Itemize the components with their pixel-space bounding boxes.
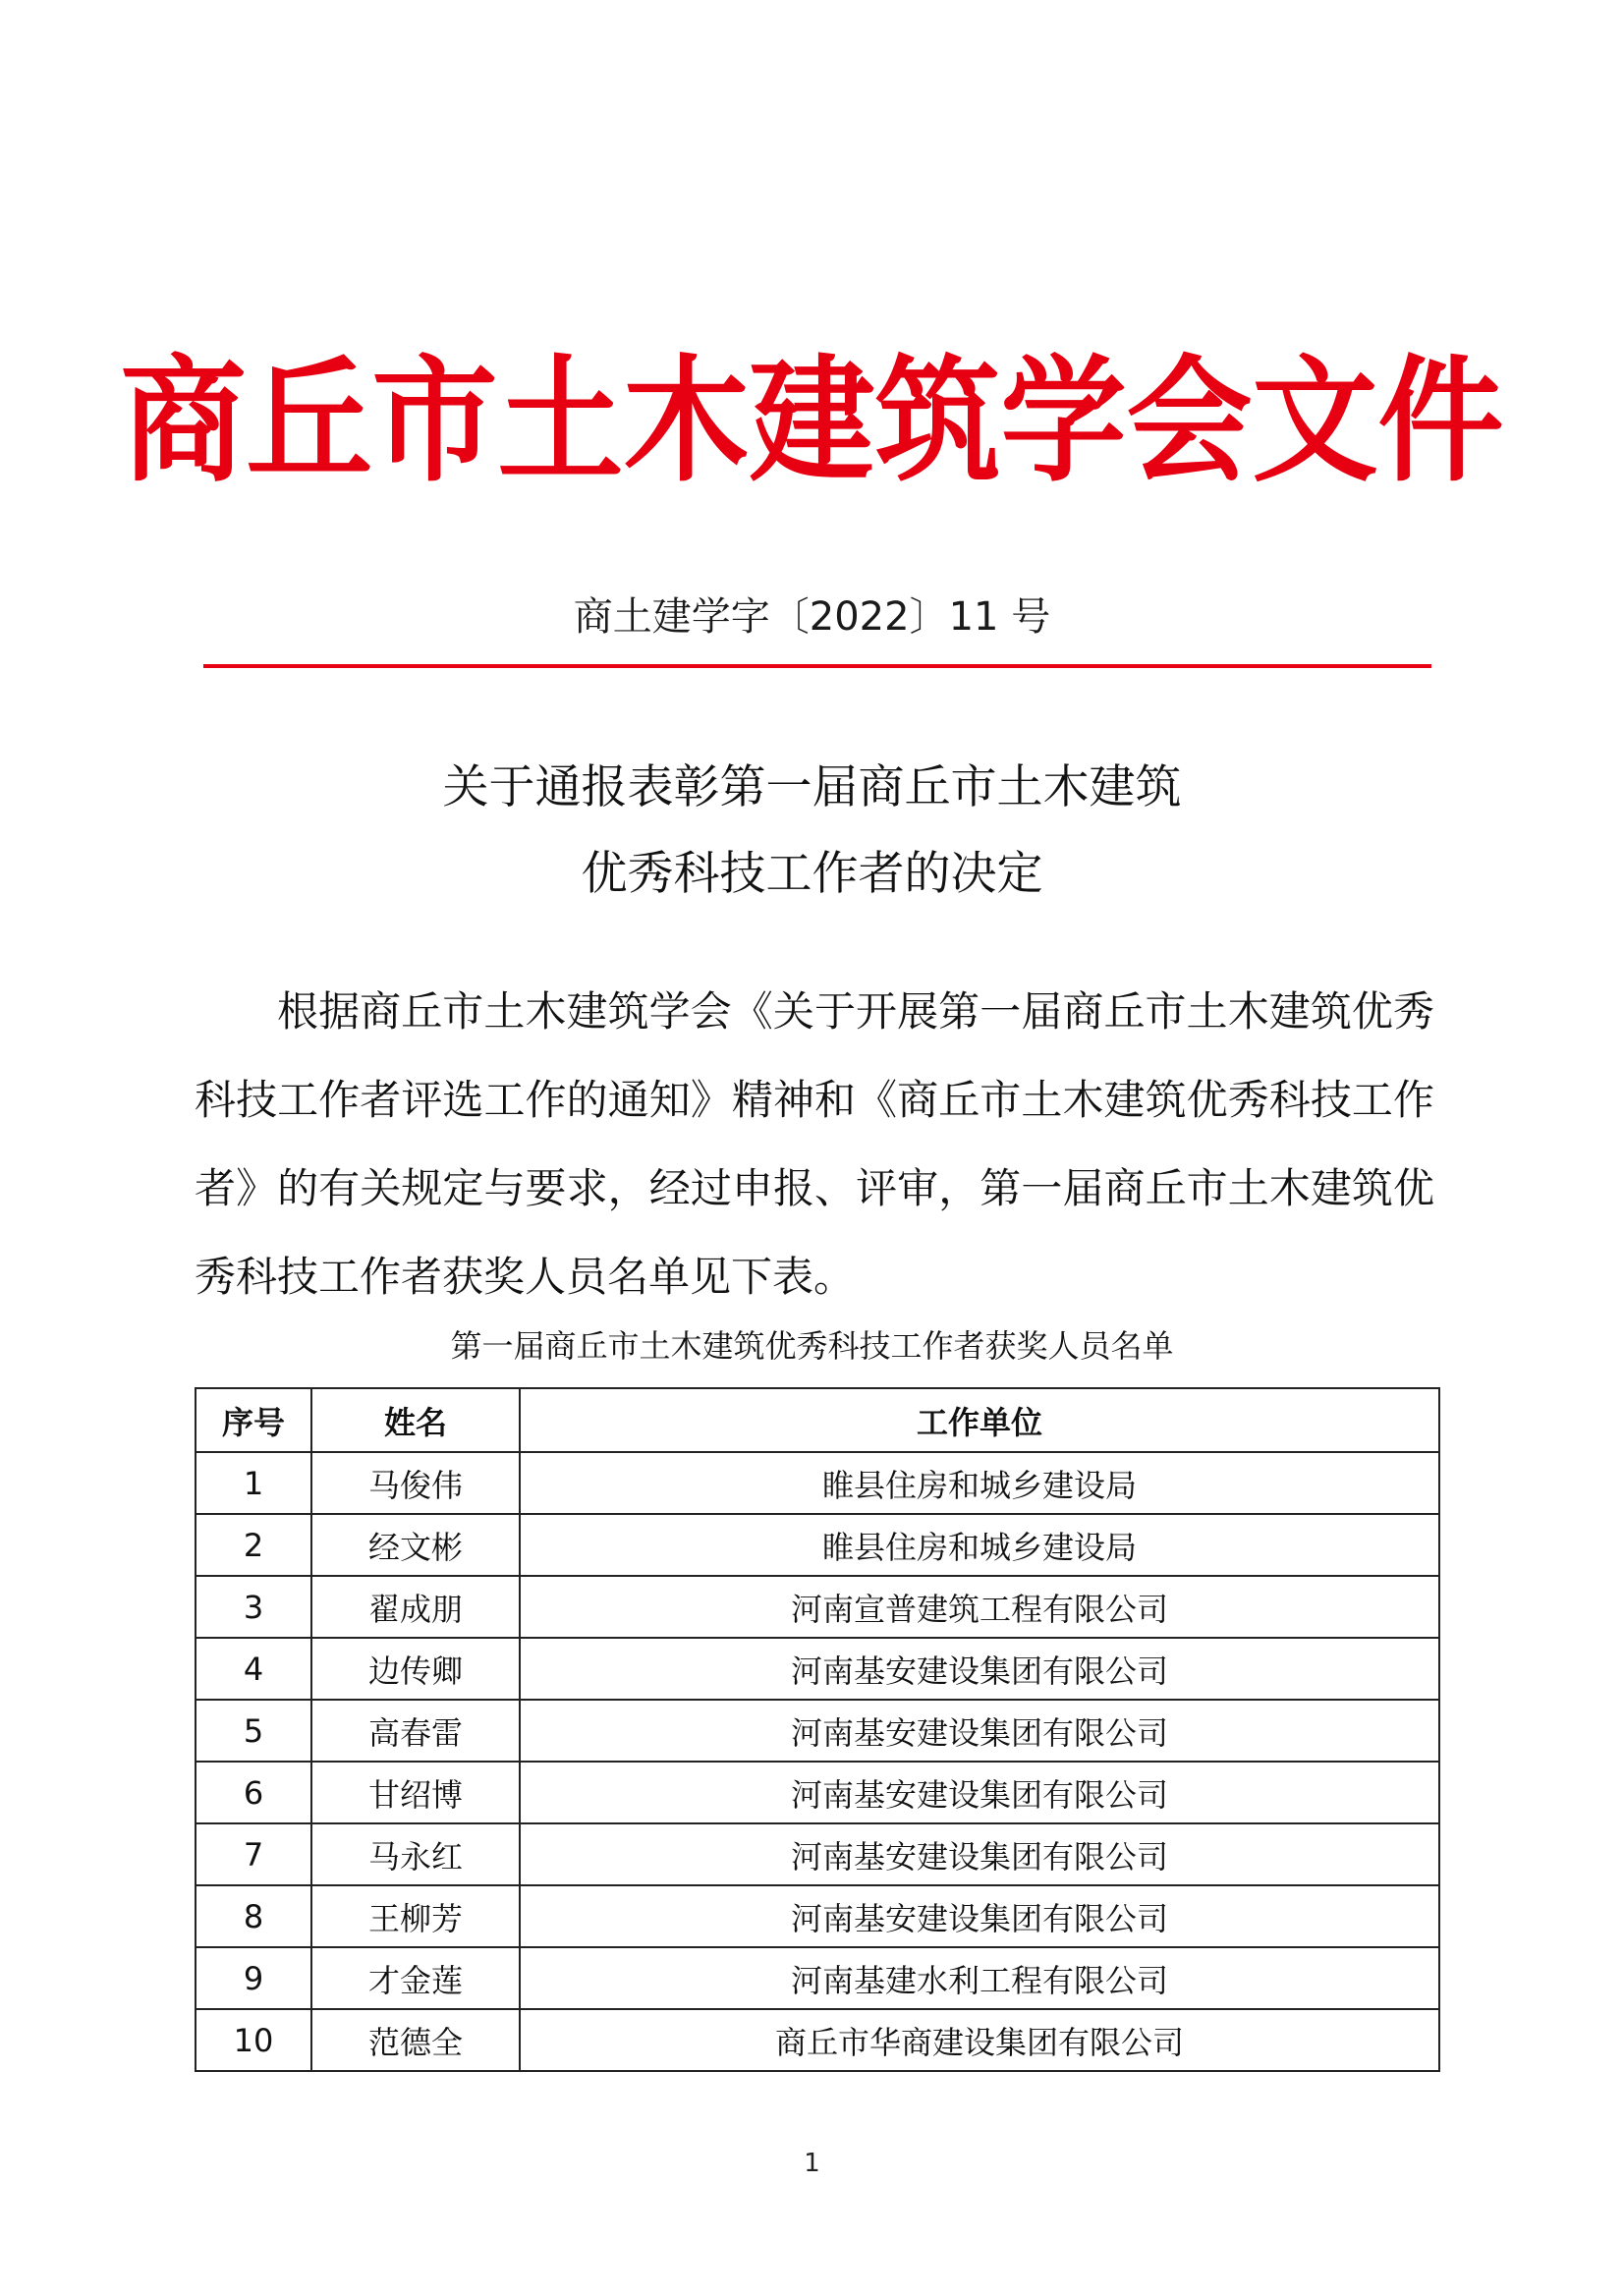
- table-row: [196, 2009, 1439, 2071]
- table-header-row: [196, 1388, 1439, 1452]
- cell-serial-number: 6: [196, 1762, 311, 1823]
- header-work-unit: 工作单位: [520, 1388, 1439, 1452]
- cell-work-unit: 睢县住房和城乡建设局: [520, 1452, 1439, 1514]
- cell-serial-number: 10: [196, 2009, 311, 2071]
- body-paragraph: 根据商丘市土木建筑学会《关于开展第一届商丘市土木建筑优秀科技工作者评选工作的通知》精神和《商丘市土木建筑优秀科技工作者》的有关规定与要求，经过申报、评审，第一届商丘市土木建筑优秀科技工作者获奖人员名单见下表。: [195, 987, 1434, 1301]
- cell-work-unit: 睢县住房和城乡建设局: [520, 1514, 1439, 1576]
- table-row: [196, 1514, 1439, 1576]
- cell-serial-number: 5: [196, 1700, 311, 1762]
- cell-serial-number: 3: [196, 1576, 311, 1638]
- cell-work-unit: 河南基安建设集团有限公司: [520, 1762, 1439, 1823]
- header-name: 姓名: [311, 1388, 520, 1452]
- cell-name: 马永红: [311, 1823, 520, 1885]
- cell-serial-number: 2: [196, 1514, 311, 1576]
- header-serial-number: 序号: [196, 1388, 311, 1452]
- table-caption: 第一届商丘市土木建筑优秀科技工作者获奖人员名单: [450, 1327, 1174, 1365]
- cell-serial-number: 7: [196, 1823, 311, 1885]
- cell-name: 边传卿: [311, 1638, 520, 1700]
- cell-work-unit: 河南基安建设集团有限公司: [520, 1700, 1439, 1762]
- cell-name: 经文彬: [311, 1514, 520, 1576]
- cell-serial-number: 4: [196, 1638, 311, 1700]
- table-row: [196, 1947, 1439, 2009]
- cell-work-unit: 河南基安建设集团有限公司: [520, 1823, 1439, 1885]
- document-number: 商土建学字〔2022〕11 号: [573, 594, 1051, 640]
- cell-serial-number: 9: [196, 1947, 311, 2009]
- red-divider-line: [203, 664, 1431, 668]
- table-row: [196, 1885, 1439, 1947]
- table-row: [196, 1700, 1439, 1762]
- document-title-line-2: 优秀科技工作者的决定: [581, 847, 1043, 901]
- table-row: [196, 1452, 1439, 1514]
- cell-work-unit: 河南宣普建筑工程有限公司: [520, 1576, 1439, 1638]
- table-row: [196, 1762, 1439, 1823]
- masthead-title: 商丘市土木建筑学会文件: [120, 343, 1504, 501]
- cell-work-unit: 河南基安建设集团有限公司: [520, 1885, 1439, 1947]
- cell-work-unit: 河南基建水利工程有限公司: [520, 1947, 1439, 2009]
- cell-serial-number: 1: [196, 1452, 311, 1514]
- page-number: 1: [804, 2149, 820, 2178]
- cell-serial-number: 8: [196, 1885, 311, 1947]
- cell-name: 王柳芳: [311, 1885, 520, 1947]
- cell-name: 马俊伟: [311, 1452, 520, 1514]
- cell-name: 才金莲: [311, 1947, 520, 2009]
- cell-name: 高春雷: [311, 1700, 520, 1762]
- table-row: [196, 1823, 1439, 1885]
- document-title-line-1: 关于通报表彰第一届商丘市土木建筑: [442, 760, 1182, 814]
- cell-work-unit: 河南基安建设集团有限公司: [520, 1638, 1439, 1700]
- cell-name: 甘绍博: [311, 1762, 520, 1823]
- cell-work-unit: 商丘市华商建设集团有限公司: [520, 2009, 1439, 2071]
- award-table: [195, 1387, 1440, 2072]
- cell-name: 翟成朋: [311, 1576, 520, 1638]
- table-row: [196, 1638, 1439, 1700]
- cell-name: 范德全: [311, 2009, 520, 2071]
- table-row: [196, 1576, 1439, 1638]
